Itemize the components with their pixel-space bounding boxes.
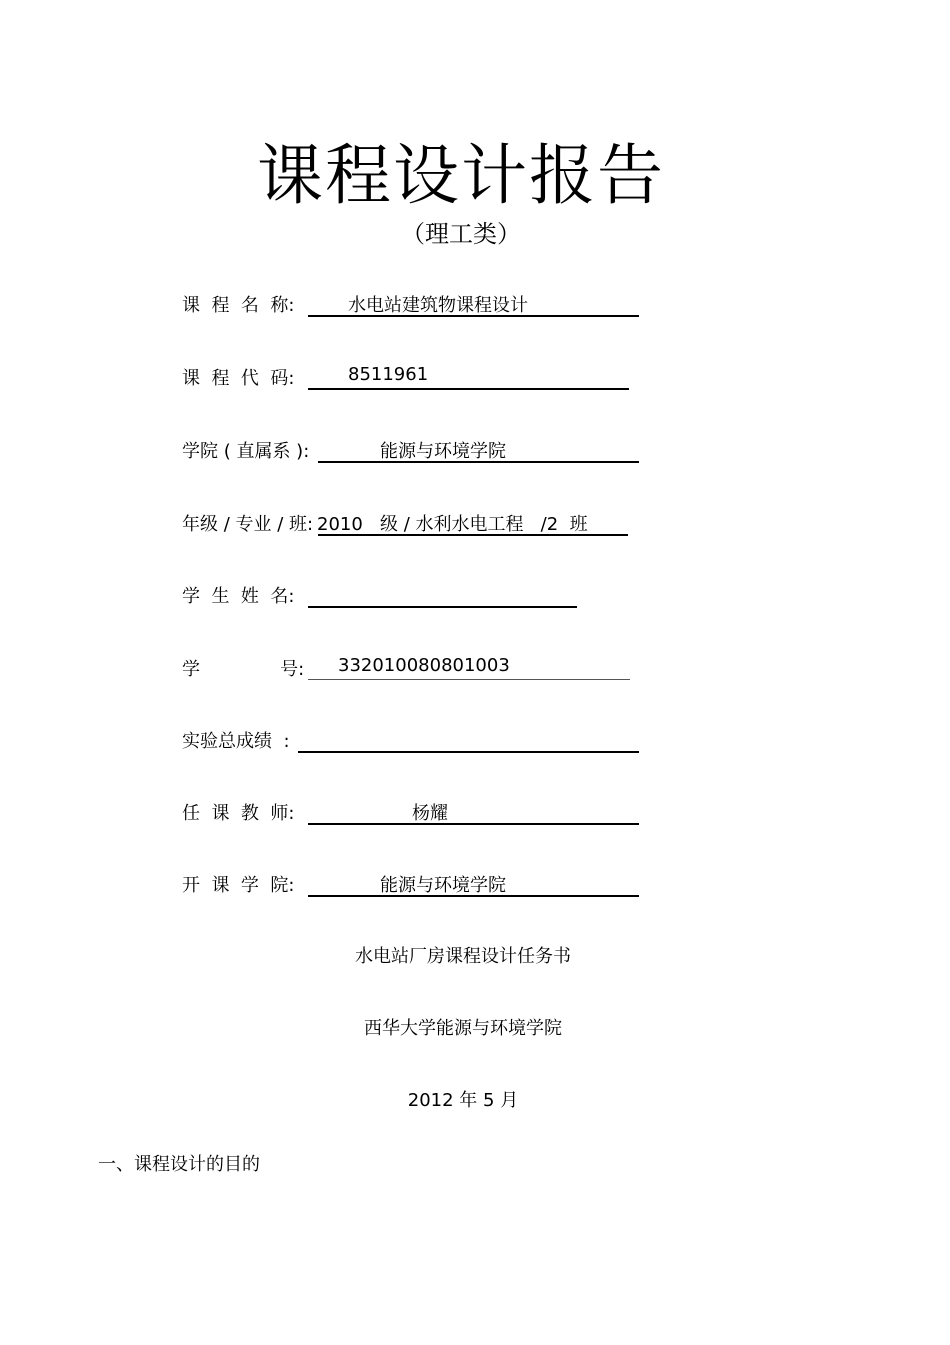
- task-title: 水电站厂房课程设计任务书: [355, 946, 571, 967]
- field-label: 学院 ( 直属系 ):: [182, 441, 310, 462]
- section-heading: 一、课程设计的目的: [98, 1154, 260, 1175]
- field-label: 学 号:: [182, 659, 305, 680]
- underline: [298, 751, 639, 753]
- underline: [308, 606, 577, 608]
- underline: [318, 461, 639, 463]
- field-label: 任 课 教 师:: [182, 803, 295, 824]
- field-value: 能源与环境学院: [380, 875, 506, 896]
- underline: [308, 315, 639, 317]
- report-title: 课程设计报告: [257, 137, 665, 214]
- report-date: 2012 年 5 月: [407, 1090, 519, 1111]
- underline: [318, 534, 628, 536]
- field-value: 水电站建筑物课程设计: [348, 295, 528, 316]
- field-value: 332010080801003: [338, 655, 510, 676]
- underline: [308, 388, 629, 390]
- field-value: 8511961: [348, 364, 429, 385]
- report-subtitle: （理工类）: [401, 220, 521, 248]
- field-label: 开 课 学 院:: [182, 875, 295, 896]
- field-label: 实验总成绩 :: [182, 731, 290, 752]
- underline: [308, 679, 630, 680]
- field-value: 能源与环境学院: [380, 441, 506, 462]
- field-value: 2010 级 / 水利水电工程 /2 班: [317, 514, 588, 535]
- underline: [308, 823, 639, 825]
- field-label: 课 程 代 码:: [182, 368, 295, 389]
- underline: [308, 895, 639, 897]
- field-value: 杨耀: [412, 803, 448, 824]
- field-label: 课 程 名 称:: [182, 295, 295, 316]
- field-label: 学 生 姓 名:: [182, 586, 295, 607]
- university-name: 西华大学能源与环境学院: [364, 1018, 562, 1039]
- field-label: 年级 / 专业 / 班:: [182, 514, 314, 535]
